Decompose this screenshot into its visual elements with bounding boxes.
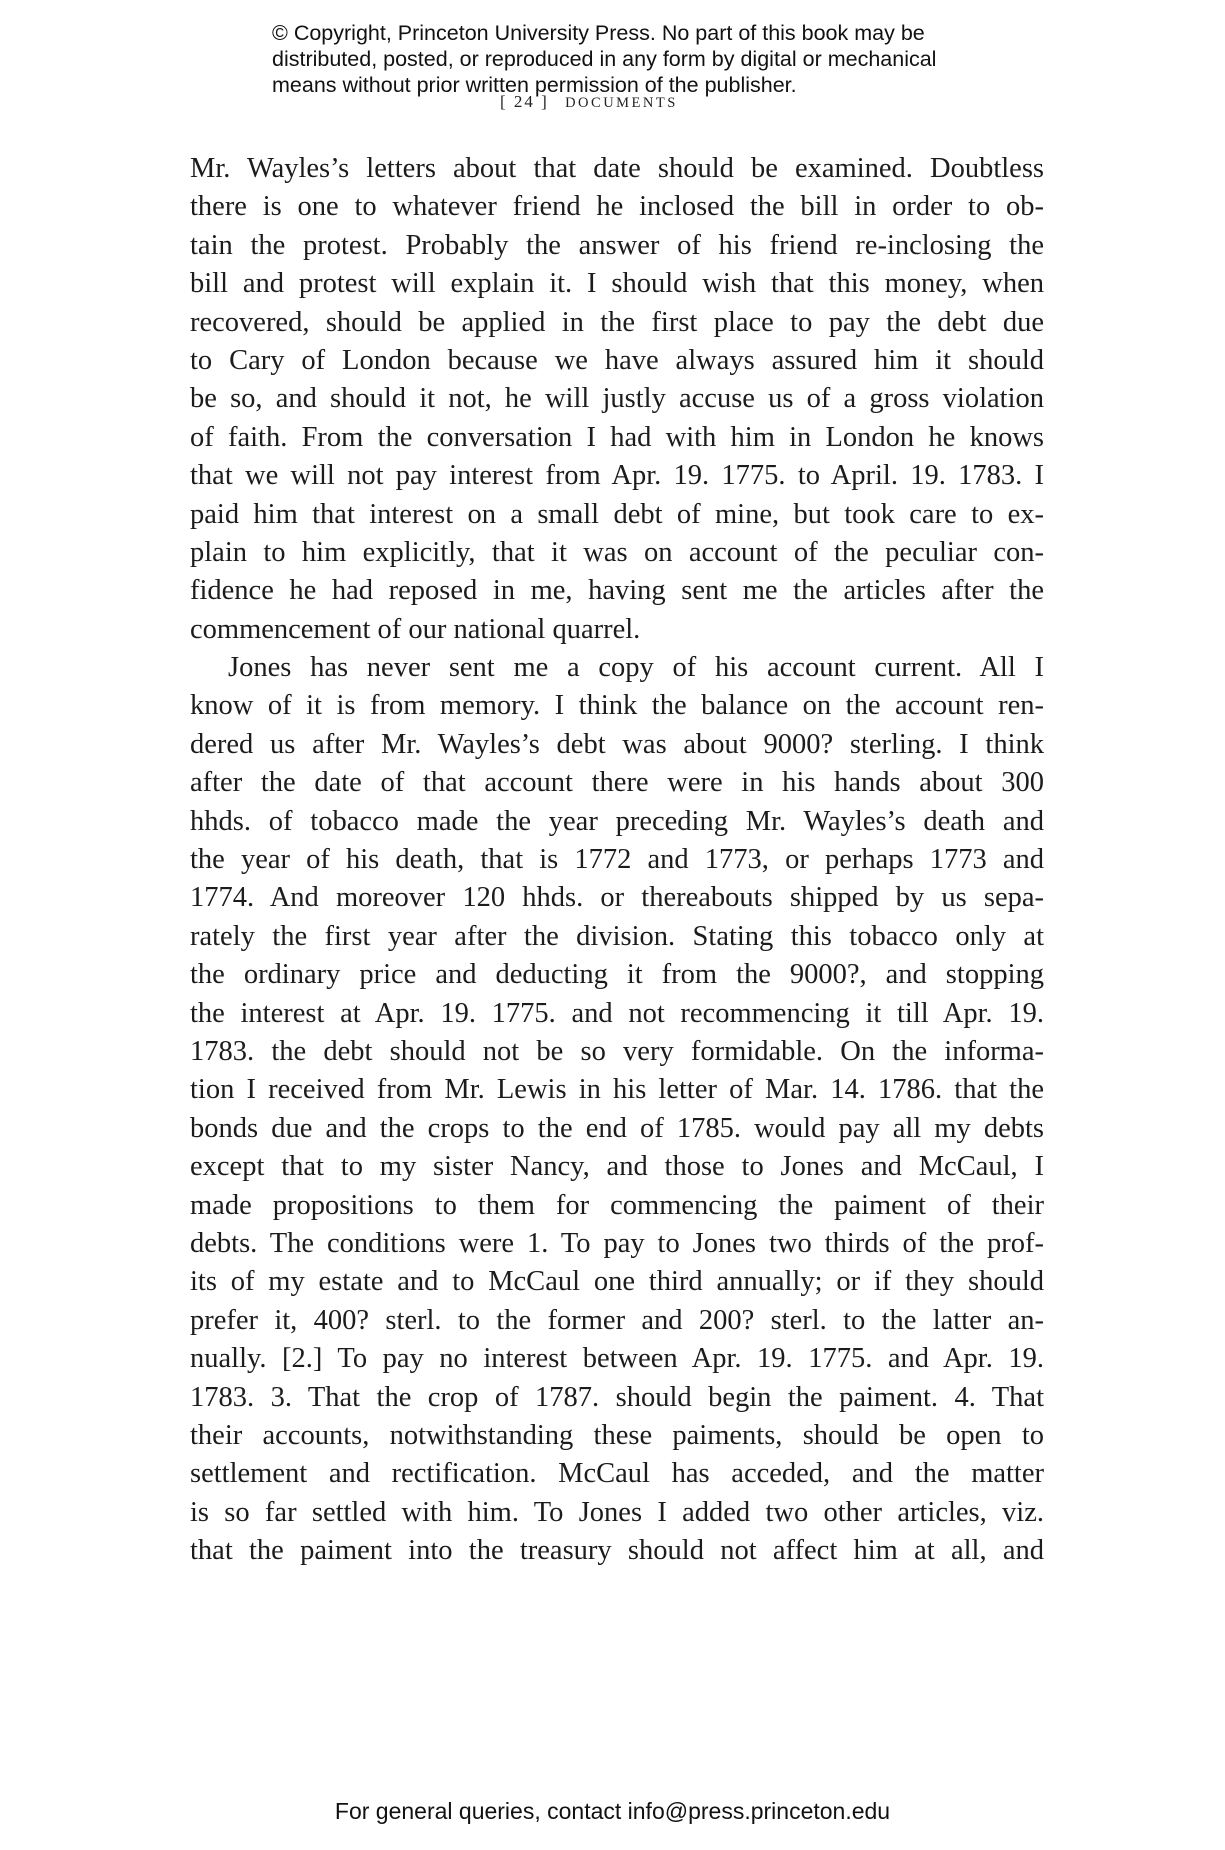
footer-contact: For general queries, contact info@press.princeton.edu [334,1798,891,1824]
text-line: 1774. And moreover 120 hhds. or thereabouts shipped by us sepa- [190,882,1044,914]
text-line: that we will not pay interest from Apr. 19. 1775. to April. 19. 1783. I [190,460,1044,492]
text-line: plain to him explicitly, that it was on account of the peculiar con- [190,536,1044,568]
text-line: the interest at Apr. 19. 1775. and not recommencing it till Apr. 19. [190,997,1044,1029]
text-line: hhds. of tobacco made the year preceding Mr. Wayles’s death and [190,805,1044,837]
text-line: 1783. the debt should not be so very formidable. On the informa- [190,1035,1044,1067]
text-line: rately the first year after the division. Stating this tobacco only at [190,920,1044,952]
text-line: except that to my sister Nancy, and those to Jones and McCaul, I [190,1151,1044,1183]
page-number: [ 24 ] [500,92,549,111]
text-line: know of it is from memory. I think the balance on the account ren- [190,690,1044,722]
section-title: DOCUMENTS [565,95,678,111]
text-line: its of my estate and to McCaul one third annually; or if they should [190,1266,1044,1298]
text-line: tion I received from Mr. Lewis in his letter of Mar. 14. 1786. that the [190,1074,1044,1106]
text-line: commencement of our national quarrel. [190,613,641,645]
text-line: tain the protest. Probably the answer of his friend re-inclosing the [190,229,1044,261]
text-line: to Cary of London because we have always assured him it should [190,344,1044,376]
text-line: is so far settled with him. To Jones I added two other articles, viz. [190,1496,1044,1528]
running-head [500,92,678,112]
text-line: fidence he had reposed in me, having sent me the articles after the [190,575,1044,607]
text-line: 1783. 3. That the crop of 1787. should begin the paiment. 4. That [190,1381,1044,1413]
text-line: prefer it, 400? sterl. to the former and 200? sterl. to the latter an- [190,1304,1044,1336]
text-line: settlement and rectification. McCaul has acceded, and the matter [190,1458,1044,1490]
text-line: recovered, should be applied in the first place to pay the debt due [190,306,1044,338]
body-text [190,150,1044,1570]
text-line: of faith. From the conversation I had with him in London he knows [190,421,1044,453]
text-line: bonds due and the crops to the end of 1785. would pay all my debts [190,1112,1044,1144]
text-line: dered us after Mr. Wayles’s debt was about 9000? sterling. I think [190,728,1044,760]
text-line: debts. The conditions were 1. To pay to Jones two thirds of the prof- [190,1227,1044,1259]
text-line: made propositions to them for commencing the paiment of their [190,1189,1044,1221]
text-line: the year of his death, that is 1772 and 1773, or perhaps 1773 and [190,844,1044,876]
copyright-line: means without prior written permission of the publisher. [272,73,797,97]
paragraph-2 [190,649,1044,1570]
copyright-notice [272,20,992,98]
paragraph-1 [190,150,1044,649]
copyright-line: distributed, posted, or reproduced in any form by digital or mechanical [272,47,937,71]
text-line: Mr. Wayles’s letters about that date should be examined. Doubtless [190,153,1044,184]
text-line: that the paiment into the treasury should not affect him at all, and [190,1535,1044,1567]
text-line: after the date of that account there were in his hands about 300 [190,767,1044,799]
text-line: there is one to whatever friend he inclosed the bill in order to ob- [190,191,1044,223]
text-line: paid him that interest on a small debt of mine, but took care to ex- [190,498,1044,530]
text-line: the ordinary price and deducting it from the 9000?, and stopping [190,959,1044,991]
text-line: their accounts, notwithstanding these paiments, should be open to [190,1419,1044,1451]
text-line: be so, and should it not, he will justly accuse us of a gross violation [190,383,1044,415]
text-line: Jones has never sent me a copy of his account current. All I [228,652,1044,684]
copyright-line: © Copyright, Princeton University Press. No part of this book may be [272,21,925,45]
text-line: nually. [2.] To pay no interest between Apr. 19. 1775. and Apr. 19. [190,1343,1044,1375]
text-line: bill and protest will explain it. I should wish that this money, when [190,268,1044,300]
